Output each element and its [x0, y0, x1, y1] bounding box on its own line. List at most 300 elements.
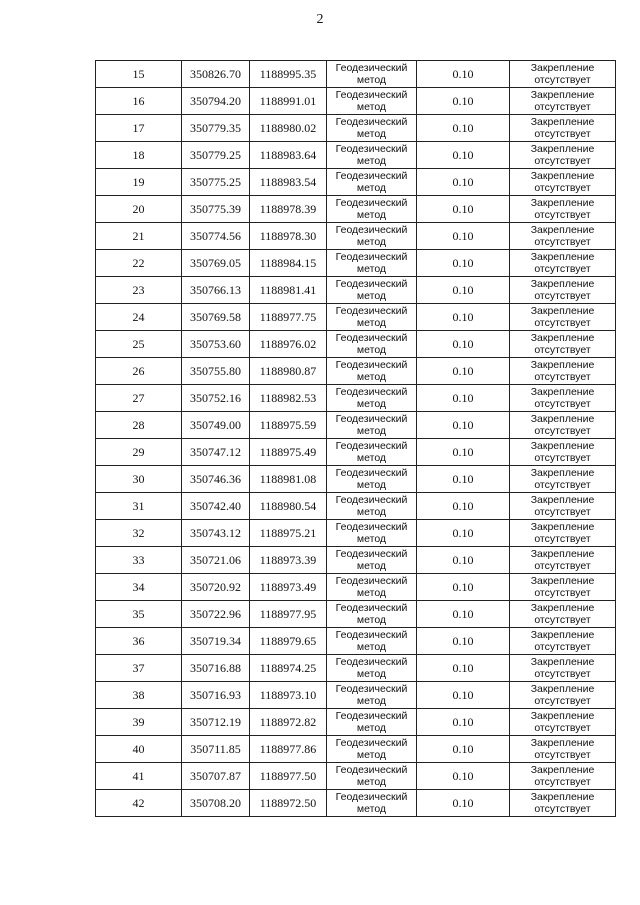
point-number-cell: 35 — [96, 601, 182, 628]
point-number-cell: 24 — [96, 304, 182, 331]
fixing-line2: отсутствует — [534, 155, 591, 167]
fixing-description-cell — [510, 709, 616, 736]
x-coordinate-cell: 350742.40 — [182, 493, 250, 520]
fixing-line1: Закрепление — [530, 413, 595, 425]
fixing-line2: отсутствует — [534, 209, 591, 221]
table-row — [96, 61, 616, 88]
point-number-cell: 36 — [96, 628, 182, 655]
method-line1: Геодезический — [335, 143, 408, 155]
method-line2: метод — [356, 371, 387, 383]
method-cell — [327, 709, 417, 736]
method-line2: метод — [356, 776, 387, 788]
fixing-line2: отсутствует — [534, 452, 591, 464]
fixing-line1: Закрепление — [530, 494, 595, 506]
method-line2: метод — [356, 317, 387, 329]
y-coordinate-cell: 1188977.50 — [250, 763, 327, 790]
method-line1: Геодезический — [335, 737, 408, 749]
accuracy-cell: 0.10 — [417, 439, 510, 466]
fixing-description-cell — [510, 61, 616, 88]
y-coordinate-cell: 1188978.30 — [250, 223, 327, 250]
method-cell — [327, 682, 417, 709]
x-coordinate-cell: 350711.85 — [182, 736, 250, 763]
x-coordinate-cell: 350755.80 — [182, 358, 250, 385]
table-row — [96, 709, 616, 736]
fixing-line1: Закрепление — [530, 548, 595, 560]
x-coordinate-cell: 350722.96 — [182, 601, 250, 628]
y-coordinate-cell: 1188979.65 — [250, 628, 327, 655]
fixing-line1: Закрепление — [530, 197, 595, 209]
table-row — [96, 412, 616, 439]
table-row — [96, 574, 616, 601]
method-line1: Геодезический — [335, 683, 408, 695]
method-line1: Геодезический — [335, 62, 408, 74]
accuracy-cell: 0.10 — [417, 223, 510, 250]
fixing-description-cell — [510, 655, 616, 682]
accuracy-cell: 0.10 — [417, 574, 510, 601]
accuracy-cell: 0.10 — [417, 196, 510, 223]
fixing-line1: Закрепление — [530, 521, 595, 533]
method-line1: Геодезический — [335, 575, 408, 587]
method-cell — [327, 115, 417, 142]
page-number: 2 — [316, 12, 324, 27]
y-coordinate-cell: 1188973.39 — [250, 547, 327, 574]
fixing-line2: отсутствует — [534, 74, 591, 86]
fixing-line1: Закрепление — [530, 305, 595, 317]
method-line2: метод — [356, 749, 387, 761]
fixing-description-cell — [510, 628, 616, 655]
table-row — [96, 304, 616, 331]
x-coordinate-cell: 350769.05 — [182, 250, 250, 277]
fixing-line2: отсутствует — [534, 101, 591, 113]
point-number-cell: 31 — [96, 493, 182, 520]
method-line1: Геодезический — [335, 413, 408, 425]
coordinates-table — [95, 60, 616, 817]
accuracy-cell: 0.10 — [417, 358, 510, 385]
method-line1: Геодезический — [335, 251, 408, 263]
fixing-description-cell — [510, 520, 616, 547]
fixing-line2: отсутствует — [534, 668, 591, 680]
method-line2: метод — [356, 290, 387, 302]
accuracy-cell: 0.10 — [417, 655, 510, 682]
fixing-line2: отсутствует — [534, 425, 591, 437]
x-coordinate-cell: 350774.56 — [182, 223, 250, 250]
accuracy-cell: 0.10 — [417, 412, 510, 439]
x-coordinate-cell: 350719.34 — [182, 628, 250, 655]
method-cell — [327, 142, 417, 169]
y-coordinate-cell: 1188976.02 — [250, 331, 327, 358]
method-cell — [327, 601, 417, 628]
table-row — [96, 682, 616, 709]
fixing-line2: отсутствует — [534, 749, 591, 761]
table-row — [96, 628, 616, 655]
x-coordinate-cell: 350721.06 — [182, 547, 250, 574]
y-coordinate-cell: 1188981.08 — [250, 466, 327, 493]
method-line1: Геодезический — [335, 764, 408, 776]
x-coordinate-cell: 350775.25 — [182, 169, 250, 196]
method-line2: метод — [356, 182, 387, 194]
fixing-description-cell — [510, 331, 616, 358]
fixing-description-cell — [510, 439, 616, 466]
accuracy-cell: 0.10 — [417, 628, 510, 655]
fixing-line2: отсутствует — [534, 776, 591, 788]
accuracy-cell: 0.10 — [417, 682, 510, 709]
y-coordinate-cell: 1188995.35 — [250, 61, 327, 88]
x-coordinate-cell: 350766.13 — [182, 277, 250, 304]
point-number-cell: 33 — [96, 547, 182, 574]
table-row — [96, 250, 616, 277]
point-number-cell: 21 — [96, 223, 182, 250]
y-coordinate-cell: 1188980.54 — [250, 493, 327, 520]
table-row — [96, 763, 616, 790]
method-line1: Геодезический — [335, 197, 408, 209]
point-number-cell: 22 — [96, 250, 182, 277]
fixing-line2: отсутствует — [534, 290, 591, 302]
point-number-cell: 27 — [96, 385, 182, 412]
fixing-line2: отсутствует — [534, 371, 591, 383]
accuracy-cell: 0.10 — [417, 88, 510, 115]
y-coordinate-cell: 1188977.86 — [250, 736, 327, 763]
fixing-line1: Закрепление — [530, 386, 595, 398]
method-line1: Геодезический — [335, 710, 408, 722]
fixing-line2: отсутствует — [534, 182, 591, 194]
accuracy-cell: 0.10 — [417, 466, 510, 493]
method-line2: метод — [356, 722, 387, 734]
y-coordinate-cell: 1188981.41 — [250, 277, 327, 304]
fixing-line1: Закрепление — [530, 332, 595, 344]
table-row — [96, 115, 616, 142]
method-line2: метод — [356, 398, 387, 410]
method-line1: Геодезический — [335, 386, 408, 398]
fixing-line1: Закрепление — [530, 602, 595, 614]
accuracy-cell: 0.10 — [417, 277, 510, 304]
method-cell — [327, 277, 417, 304]
method-cell — [327, 250, 417, 277]
fixing-description-cell — [510, 358, 616, 385]
method-cell — [327, 385, 417, 412]
fixing-description-cell — [510, 601, 616, 628]
accuracy-cell: 0.10 — [417, 736, 510, 763]
accuracy-cell: 0.10 — [417, 115, 510, 142]
fixing-description-cell — [510, 277, 616, 304]
y-coordinate-cell: 1188982.53 — [250, 385, 327, 412]
fixing-line2: отсутствует — [534, 722, 591, 734]
point-number-cell: 17 — [96, 115, 182, 142]
table-row — [96, 439, 616, 466]
method-line1: Геодезический — [335, 89, 408, 101]
fixing-line2: отсутствует — [534, 587, 591, 599]
accuracy-cell: 0.10 — [417, 331, 510, 358]
method-line1: Геодезический — [335, 440, 408, 452]
method-cell — [327, 61, 417, 88]
accuracy-cell: 0.10 — [417, 709, 510, 736]
x-coordinate-cell: 350749.00 — [182, 412, 250, 439]
table-row — [96, 466, 616, 493]
method-cell — [327, 223, 417, 250]
accuracy-cell: 0.10 — [417, 763, 510, 790]
point-number-cell: 19 — [96, 169, 182, 196]
fixing-description-cell — [510, 736, 616, 763]
method-line1: Геодезический — [335, 521, 408, 533]
fixing-line2: отсутствует — [534, 533, 591, 545]
method-cell — [327, 790, 417, 817]
fixing-line2: отсутствует — [534, 479, 591, 491]
point-number-cell: 16 — [96, 88, 182, 115]
point-number-cell: 23 — [96, 277, 182, 304]
fixing-description-cell — [510, 547, 616, 574]
fixing-line2: отсутствует — [534, 128, 591, 140]
method-line2: метод — [356, 452, 387, 464]
x-coordinate-cell: 350707.87 — [182, 763, 250, 790]
fixing-line1: Закрепление — [530, 89, 595, 101]
method-cell — [327, 736, 417, 763]
fixing-description-cell — [510, 304, 616, 331]
x-coordinate-cell: 350743.12 — [182, 520, 250, 547]
fixing-line2: отсутствует — [534, 263, 591, 275]
fixing-description-cell — [510, 196, 616, 223]
point-number-cell: 29 — [96, 439, 182, 466]
table-row — [96, 223, 616, 250]
x-coordinate-cell: 350779.35 — [182, 115, 250, 142]
x-coordinate-cell: 350746.36 — [182, 466, 250, 493]
method-line2: метод — [356, 479, 387, 491]
y-coordinate-cell: 1188991.01 — [250, 88, 327, 115]
x-coordinate-cell: 350716.88 — [182, 655, 250, 682]
point-number-cell: 42 — [96, 790, 182, 817]
y-coordinate-cell: 1188972.82 — [250, 709, 327, 736]
method-line1: Геодезический — [335, 494, 408, 506]
fixing-line1: Закрепление — [530, 764, 595, 776]
point-number-cell: 32 — [96, 520, 182, 547]
method-line2: метод — [356, 101, 387, 113]
x-coordinate-cell: 350720.92 — [182, 574, 250, 601]
y-coordinate-cell: 1188973.10 — [250, 682, 327, 709]
point-number-cell: 37 — [96, 655, 182, 682]
method-cell — [327, 763, 417, 790]
table-row — [96, 358, 616, 385]
method-line2: метод — [356, 641, 387, 653]
fixing-description-cell — [510, 412, 616, 439]
accuracy-cell: 0.10 — [417, 250, 510, 277]
table-row — [96, 169, 616, 196]
accuracy-cell: 0.10 — [417, 61, 510, 88]
fixing-description-cell — [510, 142, 616, 169]
x-coordinate-cell: 350775.39 — [182, 196, 250, 223]
accuracy-cell: 0.10 — [417, 547, 510, 574]
fixing-line1: Закрепление — [530, 143, 595, 155]
fixing-line2: отсутствует — [534, 236, 591, 248]
fixing-line1: Закрепление — [530, 170, 595, 182]
method-line2: метод — [356, 74, 387, 86]
method-cell — [327, 169, 417, 196]
y-coordinate-cell: 1188980.87 — [250, 358, 327, 385]
table-body — [96, 61, 616, 817]
fixing-description-cell — [510, 115, 616, 142]
y-coordinate-cell: 1188980.02 — [250, 115, 327, 142]
point-number-cell: 15 — [96, 61, 182, 88]
fixing-line2: отсутствует — [534, 641, 591, 653]
y-coordinate-cell: 1188978.39 — [250, 196, 327, 223]
y-coordinate-cell: 1188975.49 — [250, 439, 327, 466]
x-coordinate-cell: 350779.25 — [182, 142, 250, 169]
x-coordinate-cell: 350826.70 — [182, 61, 250, 88]
x-coordinate-cell: 350769.58 — [182, 304, 250, 331]
y-coordinate-cell: 1188973.49 — [250, 574, 327, 601]
fixing-line1: Закрепление — [530, 791, 595, 803]
method-cell — [327, 196, 417, 223]
y-coordinate-cell: 1188972.50 — [250, 790, 327, 817]
fixing-description-cell — [510, 250, 616, 277]
fixing-line1: Закрепление — [530, 359, 595, 371]
method-cell — [327, 466, 417, 493]
point-number-cell: 30 — [96, 466, 182, 493]
fixing-line1: Закрепление — [530, 224, 595, 236]
method-line1: Геодезический — [335, 170, 408, 182]
method-cell — [327, 358, 417, 385]
y-coordinate-cell: 1188977.75 — [250, 304, 327, 331]
y-coordinate-cell: 1188983.54 — [250, 169, 327, 196]
fixing-line1: Закрепление — [530, 629, 595, 641]
point-number-cell: 28 — [96, 412, 182, 439]
accuracy-cell: 0.10 — [417, 493, 510, 520]
fixing-line1: Закрепление — [530, 656, 595, 668]
fixing-description-cell — [510, 466, 616, 493]
accuracy-cell: 0.10 — [417, 520, 510, 547]
fixing-line1: Закрепление — [530, 62, 595, 74]
fixing-line1: Закрепление — [530, 251, 595, 263]
method-cell — [327, 628, 417, 655]
table-row — [96, 277, 616, 304]
point-number-cell: 40 — [96, 736, 182, 763]
table-row — [96, 655, 616, 682]
fixing-description-cell — [510, 763, 616, 790]
table-row — [96, 142, 616, 169]
method-line2: метод — [356, 209, 387, 221]
method-cell — [327, 412, 417, 439]
method-line2: метод — [356, 506, 387, 518]
method-line2: метод — [356, 668, 387, 680]
fixing-line1: Закрепление — [530, 116, 595, 128]
method-line1: Геодезический — [335, 332, 408, 344]
method-cell — [327, 574, 417, 601]
method-line2: метод — [356, 128, 387, 140]
method-line1: Геодезический — [335, 602, 408, 614]
y-coordinate-cell: 1188984.15 — [250, 250, 327, 277]
method-cell — [327, 547, 417, 574]
method-line2: метод — [356, 236, 387, 248]
fixing-description-cell — [510, 574, 616, 601]
fixing-line1: Закрепление — [530, 440, 595, 452]
method-line2: метод — [356, 533, 387, 545]
fixing-line1: Закрепление — [530, 683, 595, 695]
fixing-line2: отсутствует — [534, 695, 591, 707]
method-cell — [327, 493, 417, 520]
x-coordinate-cell: 350794.20 — [182, 88, 250, 115]
method-line2: метод — [356, 560, 387, 572]
method-line2: метод — [356, 263, 387, 275]
method-cell — [327, 331, 417, 358]
method-line2: метод — [356, 614, 387, 626]
fixing-line1: Закрепление — [530, 710, 595, 722]
table-row — [96, 520, 616, 547]
x-coordinate-cell: 350716.93 — [182, 682, 250, 709]
accuracy-cell: 0.10 — [417, 142, 510, 169]
x-coordinate-cell: 350752.16 — [182, 385, 250, 412]
point-number-cell: 18 — [96, 142, 182, 169]
method-cell — [327, 304, 417, 331]
accuracy-cell: 0.10 — [417, 385, 510, 412]
table-row — [96, 736, 616, 763]
table-row — [96, 196, 616, 223]
fixing-description-cell — [510, 223, 616, 250]
table-row — [96, 385, 616, 412]
point-number-cell: 25 — [96, 331, 182, 358]
x-coordinate-cell: 350712.19 — [182, 709, 250, 736]
fixing-line1: Закрепление — [530, 737, 595, 749]
fixing-line1: Закрепление — [530, 467, 595, 479]
method-cell — [327, 88, 417, 115]
method-line1: Геодезический — [335, 305, 408, 317]
y-coordinate-cell: 1188977.95 — [250, 601, 327, 628]
fixing-line2: отсутствует — [534, 803, 591, 815]
method-line2: метод — [356, 425, 387, 437]
fixing-line2: отсутствует — [534, 317, 591, 329]
method-line1: Геодезический — [335, 791, 408, 803]
fixing-description-cell — [510, 790, 616, 817]
y-coordinate-cell: 1188975.59 — [250, 412, 327, 439]
y-coordinate-cell: 1188974.25 — [250, 655, 327, 682]
x-coordinate-cell: 350747.12 — [182, 439, 250, 466]
fixing-line2: отсутствует — [534, 560, 591, 572]
method-line2: метод — [356, 344, 387, 356]
y-coordinate-cell: 1188983.64 — [250, 142, 327, 169]
table-row — [96, 547, 616, 574]
method-line1: Геодезический — [335, 548, 408, 560]
point-number-cell: 39 — [96, 709, 182, 736]
method-line2: метод — [356, 587, 387, 599]
fixing-line1: Закрепление — [530, 575, 595, 587]
point-number-cell: 26 — [96, 358, 182, 385]
fixing-description-cell — [510, 682, 616, 709]
point-number-cell: 20 — [96, 196, 182, 223]
point-number-cell: 34 — [96, 574, 182, 601]
method-line1: Геодезический — [335, 278, 408, 290]
method-line1: Геодезический — [335, 359, 408, 371]
accuracy-cell: 0.10 — [417, 169, 510, 196]
accuracy-cell: 0.10 — [417, 790, 510, 817]
y-coordinate-cell: 1188975.21 — [250, 520, 327, 547]
fixing-line1: Закрепление — [530, 278, 595, 290]
method-line1: Геодезический — [335, 116, 408, 128]
table-row — [96, 331, 616, 358]
method-line1: Геодезический — [335, 467, 408, 479]
method-line1: Геодезический — [335, 629, 408, 641]
method-line2: метод — [356, 155, 387, 167]
x-coordinate-cell: 350753.60 — [182, 331, 250, 358]
method-line2: метод — [356, 695, 387, 707]
fixing-line2: отсутствует — [534, 398, 591, 410]
point-number-cell: 41 — [96, 763, 182, 790]
table-row — [96, 790, 616, 817]
fixing-description-cell — [510, 169, 616, 196]
fixing-description-cell — [510, 88, 616, 115]
fixing-line2: отсутствует — [534, 506, 591, 518]
x-coordinate-cell: 350708.20 — [182, 790, 250, 817]
fixing-line2: отсутствует — [534, 344, 591, 356]
table-row — [96, 88, 616, 115]
method-line1: Геодезический — [335, 224, 408, 236]
fixing-description-cell — [510, 493, 616, 520]
table-row — [96, 601, 616, 628]
